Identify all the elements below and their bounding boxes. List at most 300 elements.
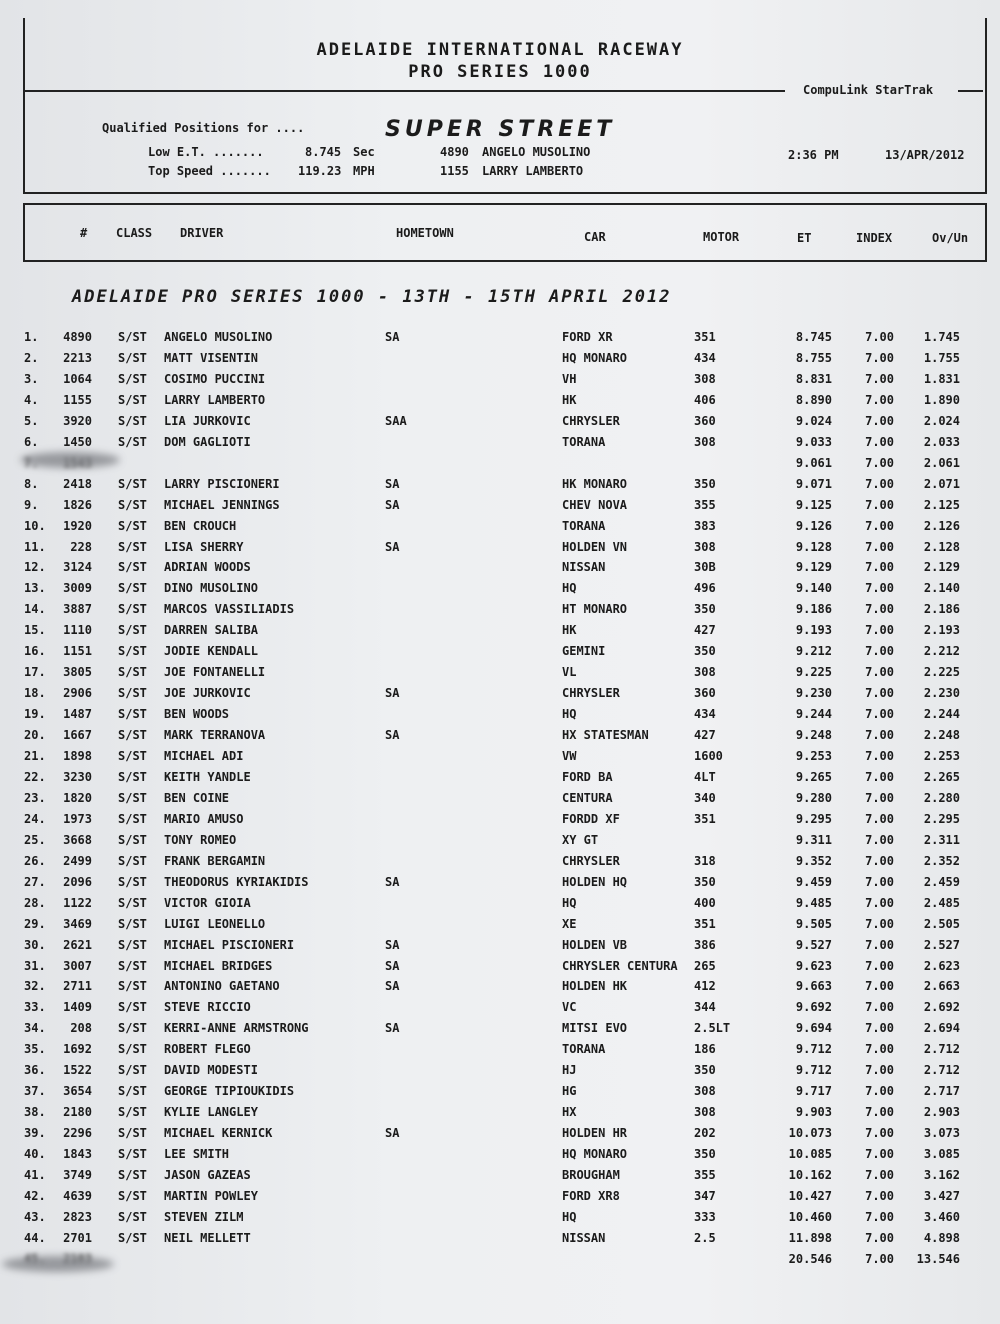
row-class: S/ST xyxy=(118,497,147,512)
table-row xyxy=(0,1126,1000,1147)
row-motor: 2.5LT xyxy=(694,1021,731,1036)
row-hometown: SA xyxy=(385,539,400,554)
row-ovun: 3.085 xyxy=(923,1147,960,1162)
row-index: 7.00 xyxy=(865,1188,894,1203)
row-ovun: 2.024 xyxy=(923,413,960,428)
table-row xyxy=(0,351,1000,372)
row-driver: BEN COINE xyxy=(164,790,230,805)
row-motor: 496 xyxy=(694,581,716,596)
row-ovun: 2.280 xyxy=(923,790,960,805)
row-index: 7.00 xyxy=(865,560,894,575)
row-car: HK MONARO xyxy=(562,476,628,491)
row-driver: COSIMO PUCCINI xyxy=(164,371,266,386)
row-ovun: 1.831 xyxy=(923,371,960,386)
row-et: 9.505 xyxy=(795,916,832,931)
row-et: 9.126 xyxy=(795,518,832,533)
row-index: 7.00 xyxy=(865,1147,894,1162)
row-class: S/ST xyxy=(118,1147,147,1162)
row-motor: 434 xyxy=(694,350,716,365)
row-driver: ANGELO MUSOLINO xyxy=(164,330,273,344)
row-position: 17. xyxy=(24,665,46,680)
row-et: 9.193 xyxy=(795,623,832,638)
row-ovun: 2.623 xyxy=(923,958,960,973)
row-position: 28. xyxy=(24,895,46,910)
row-car: TORANA xyxy=(562,434,606,449)
row-car-number: 3920 xyxy=(63,413,92,428)
row-car-number: 2296 xyxy=(63,1126,92,1141)
row-motor: 186 xyxy=(694,1042,716,1057)
row-class: S/ST xyxy=(118,560,147,575)
row-car-number: 3887 xyxy=(63,602,92,617)
row-index: 7.00 xyxy=(865,455,894,470)
row-car-number: 1843 xyxy=(63,1147,92,1162)
row-car: CENTURA xyxy=(562,790,613,805)
row-index: 7.00 xyxy=(865,874,894,889)
row-ovun: 2.193 xyxy=(923,623,960,638)
row-class: S/ST xyxy=(118,434,147,449)
row-index: 7.00 xyxy=(865,413,894,428)
row-et: 9.033 xyxy=(795,434,832,449)
row-et: 9.128 xyxy=(795,539,832,554)
table-row xyxy=(0,560,1000,581)
row-car-number: 228 xyxy=(70,539,92,554)
table-row xyxy=(0,854,1000,875)
row-car: FORDD XF xyxy=(562,811,620,826)
row-car-number: 3124 xyxy=(63,560,92,575)
row-index: 7.00 xyxy=(865,1084,894,1099)
row-driver: GEORGE TIPIOUKIDIS xyxy=(164,1084,295,1099)
row-ovun: 2.717 xyxy=(923,1084,960,1099)
row-motor: 308 xyxy=(694,434,716,449)
row-car: HOLDEN HR xyxy=(562,1126,628,1141)
table-row xyxy=(0,959,1000,980)
row-position: 19. xyxy=(24,707,46,722)
row-motor: 308 xyxy=(694,371,716,386)
table-row xyxy=(0,581,1000,602)
row-et: 20.546 xyxy=(788,1251,832,1266)
table-row xyxy=(0,979,1000,1000)
row-motor: 2.5 xyxy=(694,1230,716,1245)
row-motor: 340 xyxy=(694,790,716,805)
row-ovun: 2.128 xyxy=(923,539,960,554)
row-motor: 265 xyxy=(694,958,716,973)
low-et-car-number: 4890 xyxy=(440,145,469,159)
row-et: 9.712 xyxy=(795,1063,832,1078)
row-driver: BEN WOODS xyxy=(164,707,230,722)
table-row xyxy=(0,456,1000,477)
row-index: 7.00 xyxy=(865,392,894,407)
row-car-number: 2499 xyxy=(63,853,92,868)
row-car: HJ xyxy=(562,1063,577,1078)
row-motor: 344 xyxy=(694,1000,716,1015)
row-car: VC xyxy=(562,1000,577,1015)
row-class: S/ST xyxy=(118,790,147,805)
row-driver: LISA SHERRY xyxy=(164,539,244,554)
row-class: S/ST xyxy=(118,1000,147,1015)
row-motor: 308 xyxy=(694,539,716,554)
row-class: S/ST xyxy=(118,686,147,701)
row-ovun: 2.033 xyxy=(923,434,960,449)
row-et: 9.265 xyxy=(795,769,832,784)
row-motor: 4LT xyxy=(694,769,716,784)
row-car-number: 3668 xyxy=(63,832,92,847)
row-position: 43. xyxy=(24,1209,46,1224)
row-et: 9.061 xyxy=(795,455,832,470)
row-position: 27. xyxy=(24,874,46,889)
row-et: 10.085 xyxy=(788,1147,832,1162)
row-index: 7.00 xyxy=(865,1063,894,1078)
row-class: S/ST xyxy=(118,895,147,910)
row-car-number: 1110 xyxy=(63,623,92,638)
row-hometown: SA xyxy=(385,937,400,952)
col-et: ET xyxy=(797,231,812,245)
row-position: 34. xyxy=(24,1021,46,1036)
row-hometown: SA xyxy=(385,330,400,344)
row-car: VW xyxy=(562,749,577,763)
row-index: 7.00 xyxy=(865,937,894,952)
row-hometown: SA xyxy=(385,1021,400,1036)
row-ovun: 2.459 xyxy=(923,874,960,889)
row-index: 7.00 xyxy=(865,1209,894,1224)
row-ovun: 2.253 xyxy=(923,749,960,763)
row-position: 42. xyxy=(24,1188,46,1203)
row-car-number: 4890 xyxy=(63,330,92,344)
row-et: 9.280 xyxy=(795,790,832,805)
row-ovun: 2.212 xyxy=(923,644,960,659)
row-car: XE xyxy=(562,916,577,931)
row-motor: 350 xyxy=(694,476,716,491)
row-car-number: 1409 xyxy=(63,1000,92,1015)
row-car: VL xyxy=(562,665,577,680)
table-row xyxy=(0,1105,1000,1126)
row-index: 7.00 xyxy=(865,665,894,680)
row-motor: 202 xyxy=(694,1126,716,1141)
row-index: 7.00 xyxy=(865,371,894,386)
row-ovun: 2.126 xyxy=(923,518,960,533)
table-row xyxy=(0,330,1000,351)
top-speed-label: Top Speed ....... xyxy=(148,164,271,178)
row-ovun: 2.527 xyxy=(923,937,960,952)
row-index: 7.00 xyxy=(865,832,894,847)
table-row xyxy=(0,1252,1000,1273)
table-row xyxy=(0,833,1000,854)
row-driver: DINO MUSOLINO xyxy=(164,581,258,596)
table-row xyxy=(0,812,1000,833)
row-position: 3. xyxy=(24,371,39,386)
table-row xyxy=(0,414,1000,435)
table-row xyxy=(0,602,1000,623)
row-index: 7.00 xyxy=(865,728,894,743)
row-driver: ADRIAN WOODS xyxy=(164,560,251,575)
row-position: 5. xyxy=(24,413,39,428)
column-header-frame xyxy=(23,203,987,262)
row-driver: JODIE KENDALL xyxy=(164,644,258,659)
row-position: 10. xyxy=(24,518,46,533)
table-row xyxy=(0,372,1000,393)
row-position: 24. xyxy=(24,811,46,826)
row-car: HX xyxy=(562,1105,577,1120)
smudge-mark xyxy=(20,452,120,468)
row-ovun: 1.755 xyxy=(923,350,960,365)
row-car-number: 3230 xyxy=(63,769,92,784)
row-car-number: 1151 xyxy=(63,644,92,659)
row-index: 7.00 xyxy=(865,539,894,554)
row-position: 11. xyxy=(24,539,46,554)
row-ovun: 2.295 xyxy=(923,811,960,826)
row-motor: 1600 xyxy=(694,749,723,763)
row-car-number: 2711 xyxy=(63,979,92,994)
table-row xyxy=(0,770,1000,791)
row-position: 30. xyxy=(24,937,46,952)
row-driver: LARRY LAMBERTO xyxy=(164,392,266,407)
row-driver: LARRY PISCIONERI xyxy=(164,476,280,491)
row-position: 12. xyxy=(24,560,46,575)
row-class: S/ST xyxy=(118,1209,147,1224)
row-car: CHRYSLER xyxy=(562,853,620,868)
qualified-frame xyxy=(23,90,987,194)
row-ovun: 2.694 xyxy=(923,1021,960,1036)
row-driver: LUIGI LEONELLO xyxy=(164,916,266,931)
row-class: S/ST xyxy=(118,518,147,533)
row-car: HOLDEN HK xyxy=(562,979,628,994)
row-class: S/ST xyxy=(118,1168,147,1182)
row-index: 7.00 xyxy=(865,602,894,617)
col-hometown: HOMETOWN xyxy=(396,226,454,240)
row-index: 7.00 xyxy=(865,581,894,596)
row-hometown: SA xyxy=(385,958,400,973)
report-time: 2:36 PM xyxy=(788,148,839,162)
row-car: HQ xyxy=(562,707,577,722)
row-et: 9.186 xyxy=(795,602,832,617)
row-ovun: 2.692 xyxy=(923,1000,960,1015)
row-motor: 333 xyxy=(694,1209,716,1224)
row-class: S/ST xyxy=(118,832,147,847)
table-row xyxy=(0,393,1000,414)
row-et: 9.253 xyxy=(795,749,832,763)
row-position: 23. xyxy=(24,790,46,805)
row-driver: MARK TERRANOVA xyxy=(164,728,266,743)
table-row xyxy=(0,875,1000,896)
row-car: HG xyxy=(562,1084,577,1099)
row-ovun: 3.162 xyxy=(923,1168,960,1182)
row-ovun: 13.546 xyxy=(916,1251,960,1266)
table-row xyxy=(0,1168,1000,1189)
row-ovun: 2.903 xyxy=(923,1105,960,1120)
row-position: 18. xyxy=(24,686,46,701)
row-driver: STEVEN ZILM xyxy=(164,1209,244,1224)
table-row xyxy=(0,477,1000,498)
row-et: 9.244 xyxy=(795,707,832,722)
table-row xyxy=(0,1042,1000,1063)
row-position: 41. xyxy=(24,1168,46,1182)
row-ovun: 2.505 xyxy=(923,916,960,931)
row-class: S/ST xyxy=(118,392,147,407)
row-car: GEMINI xyxy=(562,644,606,659)
row-ovun: 2.140 xyxy=(923,581,960,596)
table-row xyxy=(0,917,1000,938)
row-motor: 350 xyxy=(694,1147,716,1162)
table-row xyxy=(0,644,1000,665)
row-position: 6. xyxy=(24,434,39,449)
event-title: ADELAIDE PRO SERIES 1000 - 13TH - 15TH APRIL 2012 xyxy=(72,287,672,307)
row-class: S/ST xyxy=(118,707,147,722)
table-row xyxy=(0,1084,1000,1105)
row-position: 14. xyxy=(24,602,46,617)
row-motor: 30B xyxy=(694,560,716,575)
row-hometown: SA xyxy=(385,497,400,512)
row-class: S/ST xyxy=(118,811,147,826)
row-index: 7.00 xyxy=(865,476,894,491)
row-motor: 350 xyxy=(694,874,716,889)
row-hometown: SAA xyxy=(385,413,407,428)
top-speed-car-number: 1155 xyxy=(440,164,469,178)
row-car: HT MONARO xyxy=(562,602,628,617)
smudge-mark xyxy=(2,1256,114,1272)
row-class: S/ST xyxy=(118,581,147,596)
row-index: 7.00 xyxy=(865,1105,894,1120)
table-row xyxy=(0,1189,1000,1210)
row-index: 7.00 xyxy=(865,895,894,910)
row-motor: 406 xyxy=(694,392,716,407)
report-date: 13/APR/2012 xyxy=(885,148,965,162)
row-position: 1. xyxy=(24,330,39,344)
row-motor: 383 xyxy=(694,518,716,533)
row-car: CHRYSLER xyxy=(562,413,620,428)
row-motor: 355 xyxy=(694,497,716,512)
row-et: 9.140 xyxy=(795,581,832,596)
row-car: HQ MONARO xyxy=(562,1147,628,1162)
row-index: 7.00 xyxy=(865,623,894,638)
col-driver: DRIVER xyxy=(180,226,224,240)
table-row xyxy=(0,749,1000,770)
row-motor: 351 xyxy=(694,330,716,344)
row-class: S/ST xyxy=(118,1105,147,1120)
table-row xyxy=(0,540,1000,561)
row-index: 7.00 xyxy=(865,749,894,763)
row-car: CHEV NOVA xyxy=(562,497,628,512)
row-index: 7.00 xyxy=(865,790,894,805)
row-driver: DARREN SALIBA xyxy=(164,623,258,638)
row-et: 9.024 xyxy=(795,413,832,428)
row-car: HQ MONARO xyxy=(562,350,628,365)
row-car-number: 2823 xyxy=(63,1209,92,1224)
row-hometown: SA xyxy=(385,476,400,491)
row-driver: VICTOR GIOIA xyxy=(164,895,251,910)
table-row xyxy=(0,896,1000,917)
row-motor: 412 xyxy=(694,979,716,994)
row-driver: DOM GAGLIOTI xyxy=(164,434,251,449)
table-row xyxy=(0,938,1000,959)
row-car-number: 2621 xyxy=(63,937,92,952)
row-car: TORANA xyxy=(562,518,606,533)
row-hometown: SA xyxy=(385,728,400,743)
row-position: 22. xyxy=(24,769,46,784)
table-row xyxy=(0,1210,1000,1231)
row-ovun: 2.061 xyxy=(923,455,960,470)
row-car-number: 3009 xyxy=(63,581,92,596)
row-position: 38. xyxy=(24,1105,46,1120)
row-car: CHRYSLER xyxy=(562,686,620,701)
class-name: SUPER STREET xyxy=(385,117,616,142)
row-class: S/ST xyxy=(118,371,147,386)
row-driver: LEE SMITH xyxy=(164,1147,230,1162)
table-row xyxy=(0,435,1000,456)
row-ovun: 2.071 xyxy=(923,476,960,491)
row-ovun: 4.898 xyxy=(923,1230,960,1245)
row-et: 8.831 xyxy=(795,371,832,386)
table-row xyxy=(0,1000,1000,1021)
row-et: 8.890 xyxy=(795,392,832,407)
row-et: 9.129 xyxy=(795,560,832,575)
row-car: HX STATESMAN xyxy=(562,728,649,743)
table-row xyxy=(0,498,1000,519)
row-position: 37. xyxy=(24,1084,46,1099)
row-driver: MARCOS VASSILIADIS xyxy=(164,602,295,617)
row-index: 7.00 xyxy=(865,958,894,973)
row-index: 7.00 xyxy=(865,707,894,722)
row-ovun: 2.244 xyxy=(923,707,960,722)
row-driver: LIA JURKOVIC xyxy=(164,413,251,428)
row-driver: DAVID MODESTI xyxy=(164,1063,258,1078)
row-class: S/ST xyxy=(118,769,147,784)
series-title: PRO SERIES 1000 xyxy=(408,62,592,82)
row-class: S/ST xyxy=(118,1042,147,1057)
table-row xyxy=(0,623,1000,644)
row-class: S/ST xyxy=(118,979,147,994)
row-driver: MATT VISENTIN xyxy=(164,350,258,365)
row-class: S/ST xyxy=(118,853,147,868)
row-position: 2. xyxy=(24,350,39,365)
row-position: 36. xyxy=(24,1063,46,1078)
row-car: HK xyxy=(562,392,577,407)
col-index: INDEX xyxy=(856,231,893,245)
row-et: 9.125 xyxy=(795,497,832,512)
row-ovun: 2.125 xyxy=(923,497,960,512)
row-position: 20. xyxy=(24,728,46,743)
row-car: HQ xyxy=(562,581,577,596)
row-position: 21. xyxy=(24,749,46,763)
row-index: 7.00 xyxy=(865,1021,894,1036)
col-motor: MOTOR xyxy=(703,230,740,244)
row-index: 7.00 xyxy=(865,497,894,512)
table-row xyxy=(0,686,1000,707)
row-ovun: 2.712 xyxy=(923,1042,960,1057)
row-driver: ROBERT FLEGO xyxy=(164,1042,251,1057)
row-index: 7.00 xyxy=(865,644,894,659)
row-car-number: 1487 xyxy=(63,707,92,722)
row-et: 10.162 xyxy=(788,1168,832,1182)
row-et: 10.427 xyxy=(788,1188,832,1203)
row-class: S/ST xyxy=(118,539,147,554)
row-car-number: 1920 xyxy=(63,518,92,533)
row-index: 7.00 xyxy=(865,979,894,994)
row-motor: 347 xyxy=(694,1188,716,1203)
row-car-number: 1450 xyxy=(63,434,92,449)
row-car: HK xyxy=(562,623,577,638)
row-position: 8. xyxy=(24,476,39,491)
row-class: S/ST xyxy=(118,937,147,952)
row-car-number: 3007 xyxy=(63,958,92,973)
row-position: 26. xyxy=(24,853,46,868)
row-car-number: 1973 xyxy=(63,811,92,826)
row-class: S/ST xyxy=(118,330,147,344)
row-driver: STEVE RICCIO xyxy=(164,1000,251,1015)
row-et: 9.663 xyxy=(795,979,832,994)
row-et: 9.694 xyxy=(795,1021,832,1036)
row-index: 7.00 xyxy=(865,434,894,449)
table-row xyxy=(0,1231,1000,1252)
low-et-label: Low E.T. ....... xyxy=(148,145,264,159)
